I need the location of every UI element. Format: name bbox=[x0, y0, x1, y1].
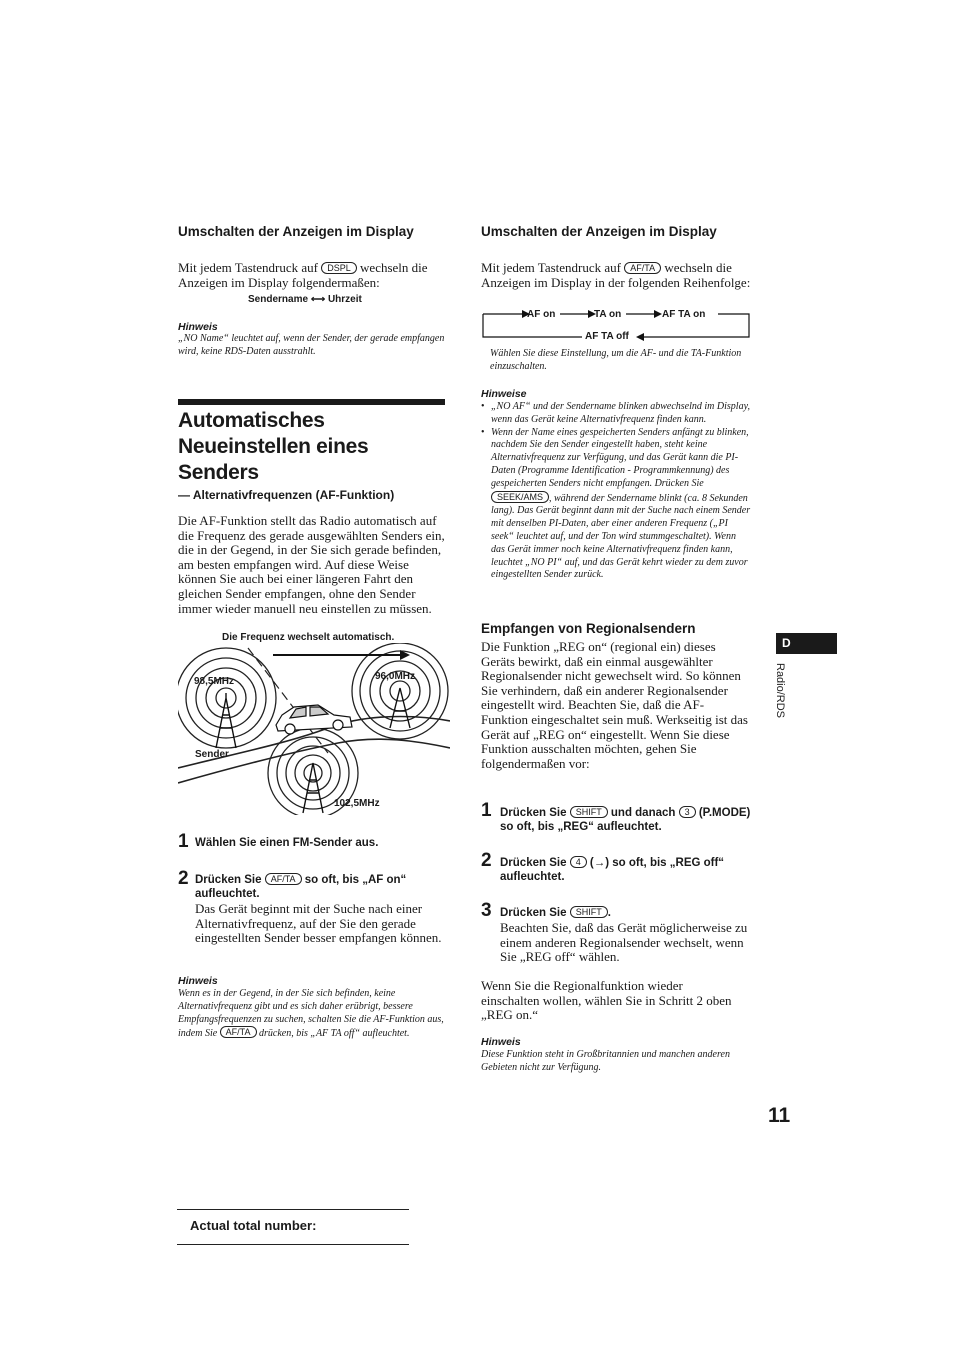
intro-paragraph: Die AF-Funktion stellt das Radio automatisch auf die Frequenz des gerade ausgewählten Senders ein, die in der Gegend, in der Sie sich gerade befinden, am besten empfangen wird. Auf diese Weise können Sie auch bei einer längeren Fahrt den gleichen Sender empfangen, ohne den Sender immer wieder manuell neu einstellen zu müssen. bbox=[178, 513, 445, 616]
note-text bbox=[178, 988, 448, 1041]
text: (P.MODE) so oft, bis „REG“ aufleuchtet. bbox=[500, 807, 751, 833]
step-number: 3 bbox=[481, 900, 492, 921]
af-ta-key: AF/TA bbox=[220, 1026, 257, 1038]
freq-label: 96,0MHz bbox=[375, 671, 416, 682]
freq-label: 102,5MHz bbox=[334, 798, 380, 809]
af-diagram bbox=[178, 643, 450, 815]
step-number: 1 bbox=[178, 831, 189, 852]
note-heading: Hinweis bbox=[178, 975, 218, 987]
text: „NO AF“ und der Sendername blinken abwechselnd im Display, wenn das Gerät keine Alternativfrequenz finden kann. bbox=[491, 401, 750, 425]
key-3: 3 bbox=[679, 806, 696, 818]
notes-heading: Hinweise bbox=[481, 388, 527, 400]
list-item bbox=[481, 401, 752, 427]
regional-end-paragraph: Wenn Sie die Regionalfunktion wieder einschalten wollen, wählen Sie in Schritt 2 oben „REG on.“ bbox=[481, 978, 732, 1023]
step-number: 2 bbox=[178, 868, 189, 889]
shift-key: SHIFT bbox=[570, 806, 608, 818]
section-title-regional: Empfangen von Regionalsendern bbox=[481, 621, 696, 636]
text: , während der Sendername blinkt (ca. 8 Sekunden lang). Das Gerät beginnt dann mit der Suche nach einem Sender mit denselben PI-Daten, aber einer anderen Frequenz („PI seek“ leuchtet auf, und der Ton wird stummgeschaltet). Wenn das Gerät immer noch keine Alternativfrequenz finden kann, leuchtet „NO PI“ auf, und das Gerät kehrt wieder zu dem zuvor eingestellten Sender zurück. bbox=[491, 492, 751, 581]
text: . bbox=[607, 907, 611, 919]
step-text bbox=[500, 906, 755, 920]
text: wechseln die Anzeigen im Display folgendermaßen: bbox=[178, 260, 428, 290]
text: Drücken Sie bbox=[195, 874, 262, 886]
step-number: 1 bbox=[481, 800, 492, 821]
page-number: 11 bbox=[768, 1104, 791, 1127]
section-title-display-left: Umschalten der Anzeigen im Display bbox=[178, 224, 414, 239]
page-subtitle: — Alternativfrequenzen (AF-Funktion) bbox=[178, 488, 395, 502]
flow-item: AF TA off bbox=[585, 331, 629, 342]
title-line: Senders bbox=[178, 461, 259, 484]
text: Wenn es in der Gegend, in der Sie sich befinden, keine Alternativfrequenz gibt und es sich daher erübrigt, bessere Empfangsfrequenzen zu suchen, schalten Sie die AF-Funktion aus, indem Sie bbox=[178, 988, 444, 1040]
display-intro-left bbox=[178, 261, 448, 290]
sequence-item: Sendername bbox=[248, 294, 309, 305]
radio-waves-left bbox=[178, 648, 276, 748]
step-text: Wählen Sie einen FM-Sender aus. bbox=[195, 837, 379, 849]
note-heading: Hinweis bbox=[481, 1036, 521, 1048]
freq-label: 98,5MHz bbox=[194, 676, 235, 687]
text: Mit jedem Tastendruck auf bbox=[178, 260, 319, 275]
section-title-display-right: Umschalten der Anzeigen im Display bbox=[481, 224, 717, 239]
sender-label: Sender bbox=[195, 749, 229, 760]
section-tab: D bbox=[776, 633, 837, 654]
flow-item: AF on bbox=[527, 309, 556, 320]
step-text bbox=[195, 873, 445, 901]
seek-ams-key: SEEK/AMS bbox=[491, 491, 549, 503]
text: drücken, bis „AF TA off“ aufleuchtet. bbox=[259, 1028, 410, 1040]
diagram-caption: Die Frequenz wechselt automatisch. bbox=[222, 632, 395, 643]
title-rule bbox=[178, 399, 445, 405]
text: (→) so oft, bis „REG off“ aufleuchtet. bbox=[500, 857, 725, 883]
regional-paragraph: Die Funktion „REG on“ (regional ein) dieses Geräts bewirkt, daß ein einmal ausgewählter Regionalsender nicht gewechselt wird. So können Sie verhindern, daß ein anderer Regionalsender eingestellt wird. Beachten Sie, daß die AF-Funktion eingeschaltet sein muß. Werkseitig ist das Gerät auf „REG on“ eingestellt. Wenn Sie diese Funktion ausschalten möchten, gehen Sie folgendermaßen vor: bbox=[481, 639, 748, 771]
text: Drücken Sie bbox=[500, 857, 567, 869]
shift-key: SHIFT bbox=[570, 906, 608, 918]
page-title bbox=[178, 408, 368, 486]
section-label: Radio/RDS bbox=[774, 663, 786, 719]
list-item bbox=[481, 427, 752, 583]
double-arrow-icon: ⟷ bbox=[310, 294, 326, 305]
text: Mit jedem Tastendruck auf bbox=[481, 260, 622, 275]
rule bbox=[177, 1244, 409, 1245]
car-icon bbox=[276, 705, 352, 734]
text: wechseln die Anzeigen im Display in der folgenden Reihenfolge: bbox=[481, 260, 751, 290]
note-text: Diese Funktion steht in Großbritannien und manchen anderen Gebieten nicht zur Verfügung. bbox=[481, 1049, 730, 1073]
title-line: Neueinstellen eines bbox=[178, 435, 369, 458]
display-intro-right bbox=[481, 261, 751, 290]
flow-note: Wählen Sie diese Einstellung, um die AF- und die TA-Funktion einzuschalten. bbox=[490, 348, 742, 372]
flow-item: AF TA on bbox=[662, 309, 706, 320]
actual-total-label: Actual total number: bbox=[190, 1218, 317, 1233]
step-text bbox=[500, 856, 755, 884]
flow-item: TA on bbox=[594, 309, 622, 320]
title-line: Automatisches bbox=[178, 409, 325, 432]
step-description: Beachten Sie, daß das Gerät möglicherweise zu einem anderen Regionalsender wechselt, wenn Sie „REG off“ wählen. bbox=[500, 920, 748, 965]
note-text: „NO Name“ leuchtet auf, wenn der Sender, der gerade empfangen wird, keine RDS-Daten ausstrahlt. bbox=[178, 333, 445, 357]
text: Wenn der Name eines gespeicherten Senders anfängt zu blinken, nachdem Sie den Sender eingestellt haben, steht keine Alternativfrequenz zur Verfügung, und das Gerät kann die PI-Daten (Programme Identification - Programmkennung) des gespeicherten Senders nicht empfangen. Drücken Sie bbox=[491, 426, 749, 489]
text: und danach bbox=[610, 807, 676, 819]
notes-list bbox=[481, 401, 752, 582]
step-text bbox=[500, 806, 755, 834]
dspl-key: DSPL bbox=[321, 262, 357, 274]
display-sequence-left bbox=[248, 294, 362, 305]
af-ta-key: AF/TA bbox=[624, 262, 661, 274]
text: Drücken Sie bbox=[500, 907, 567, 919]
key-4: 4 bbox=[570, 856, 587, 868]
text: so oft, bis „AF on“ aufleuchtet. bbox=[195, 874, 407, 900]
step-description: Das Gerät beginnt mit der Suche nach einer Alternativfrequenz, auf der Sie den gerade eingestellten Sender besser empfangen können. bbox=[195, 901, 442, 946]
text: Drücken Sie bbox=[500, 807, 567, 819]
sequence-item: Uhrzeit bbox=[327, 294, 362, 305]
af-ta-key: AF/TA bbox=[265, 873, 302, 885]
rule bbox=[177, 1209, 409, 1210]
note-heading: Hinweis bbox=[178, 321, 218, 333]
step-number: 2 bbox=[481, 850, 492, 871]
